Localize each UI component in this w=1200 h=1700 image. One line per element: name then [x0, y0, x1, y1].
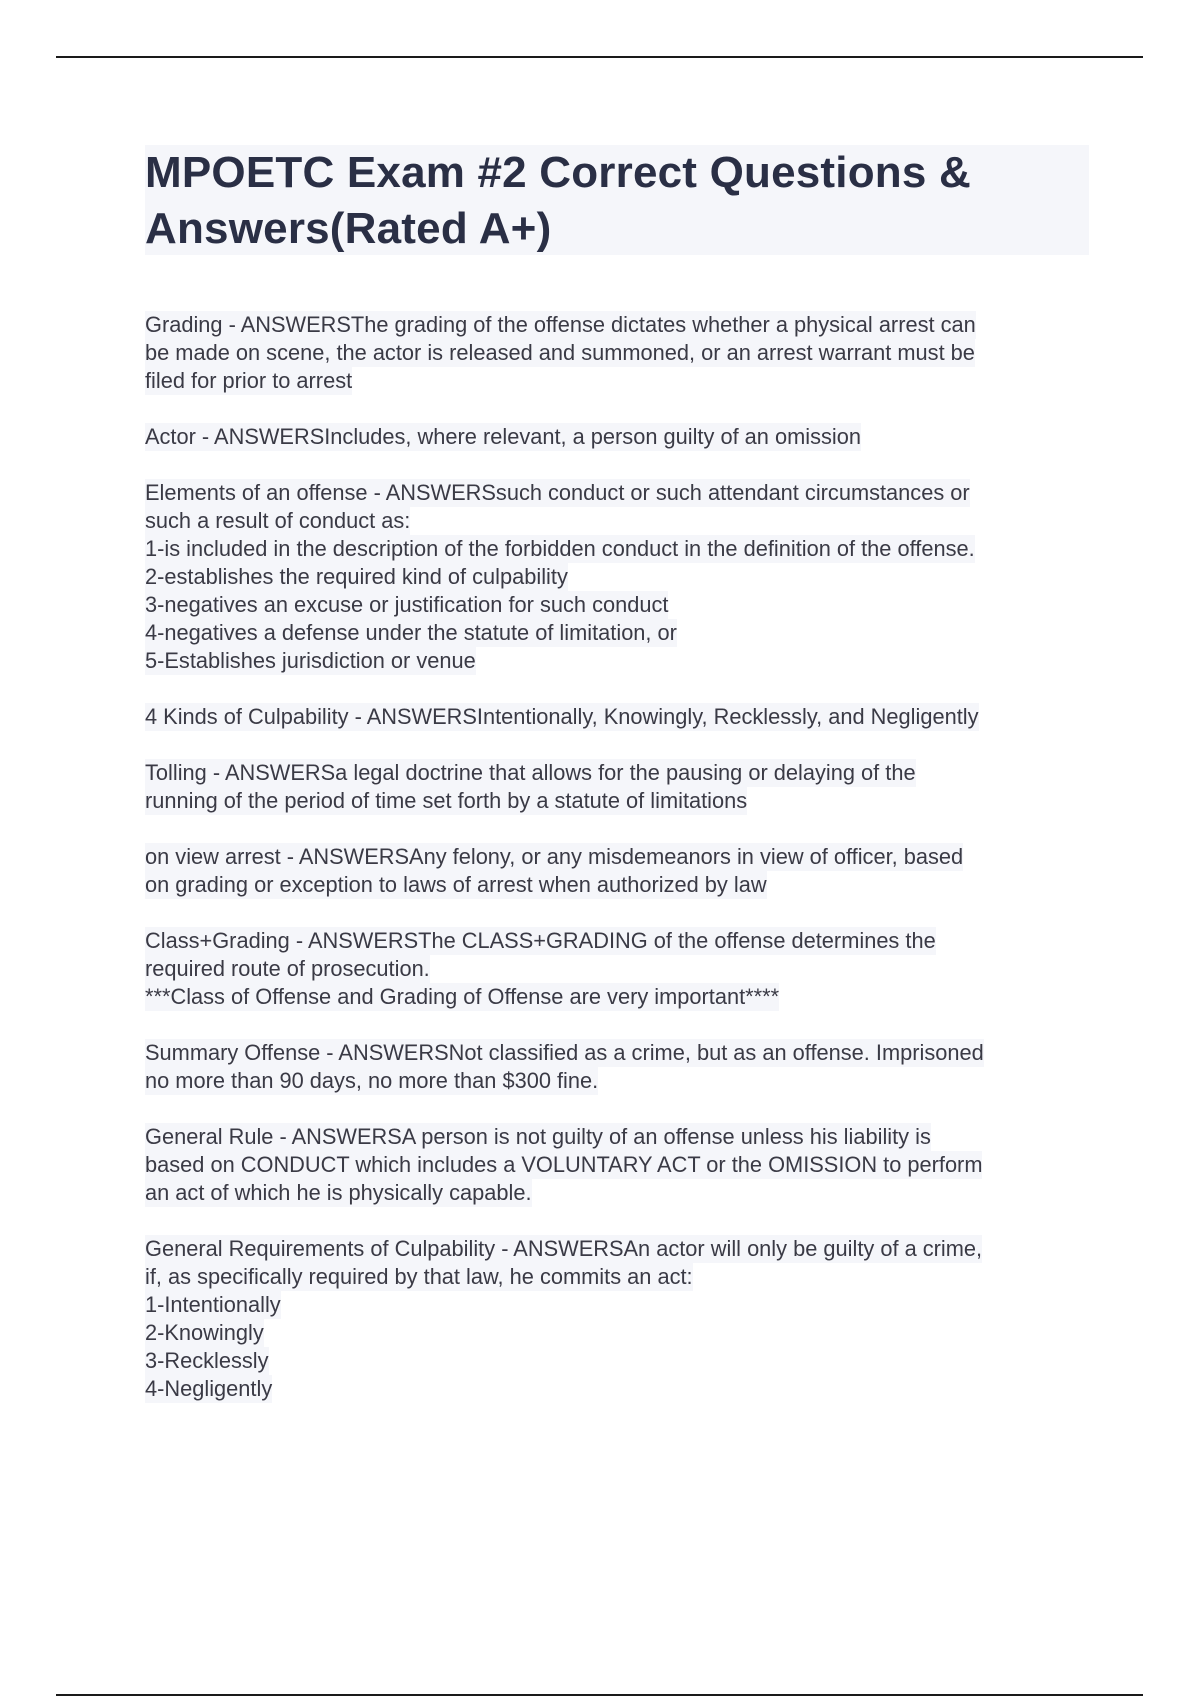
qa-entry-line: 4-negatives a defense under the statute of limitation, or [145, 620, 677, 645]
qa-entry-line: 1-is included in the description of the forbidden conduct in the definition of the offense. [145, 536, 975, 561]
qa-entry-line: 2-establishes the required kind of culpability [145, 564, 568, 589]
qa-entry-line: 3-negatives an excuse or justification for such conduct [145, 592, 669, 617]
qa-entry-line: on grading or exception to laws of arrest when authorized by law [145, 872, 767, 897]
qa-entry-line: Actor - ANSWERSIncludes, where relevant, a person guilty of an omission [145, 424, 861, 449]
qa-entry-line: 2-Knowingly [145, 1320, 264, 1345]
qa-entry [145, 1123, 1089, 1207]
qa-entry-line: based on CONDUCT which includes a VOLUNTARY ACT or the OMISSION to perform [145, 1152, 983, 1177]
qa-entry-line: Tolling - ANSWERSa legal doctrine that allows for the pausing or delaying of the [145, 760, 916, 785]
qa-entry-line: required route of prosecution. [145, 956, 430, 981]
top-rule [56, 56, 1143, 58]
qa-entry-line: on view arrest - ANSWERSAny felony, or any misdemeanors in view of officer, based [145, 844, 964, 869]
qa-entry-line: no more than 90 days, no more than $300 fine. [145, 1068, 599, 1093]
qa-entry-line: running of the period of time set forth by a statute of limitations [145, 788, 748, 813]
qa-entry [145, 1039, 1089, 1095]
title-line-1: MPOETC Exam #2 Correct Questions & [145, 148, 971, 197]
qa-entry-line: be made on scene, the actor is released and summoned, or an arrest warrant must be [145, 340, 975, 365]
qa-entry-line: such a result of conduct as: [145, 508, 411, 533]
qa-entry-line: if, as specifically required by that law, he commits an act: [145, 1264, 693, 1289]
qa-entry-line: 3-Recklessly [145, 1348, 269, 1373]
qa-entry-line: 5-Establishes jurisdiction or venue [145, 648, 476, 673]
qa-entry-line: 4-Negligently [145, 1376, 273, 1401]
qa-entry [145, 703, 1089, 731]
page-title [145, 145, 1089, 257]
qa-entry [145, 479, 1089, 675]
qa-entry-line: ***Class of Offense and Grading of Offense are very important**** [145, 984, 780, 1009]
qa-entry-line: 1-Intentionally [145, 1292, 281, 1317]
title-block [145, 145, 1089, 255]
qa-entry-line: filed for prior to arrest [145, 368, 353, 393]
qa-entry-line: Grading - ANSWERSThe grading of the offense dictates whether a physical arrest can [145, 312, 976, 337]
qa-list [145, 311, 1089, 1431]
qa-entry-line: 4 Kinds of Culpability - ANSWERSIntentionally, Knowingly, Recklessly, and Negligently [145, 704, 979, 729]
qa-entry [145, 843, 1089, 899]
qa-entry [145, 1235, 1089, 1403]
qa-entry-line: General Rule - ANSWERSA person is not guilty of an offense unless his liability is [145, 1124, 931, 1149]
qa-entry [145, 423, 1089, 451]
qa-entry [145, 311, 1089, 395]
qa-entry-line: Summary Offense - ANSWERSNot classified as a crime, but as an offense. Imprisoned [145, 1040, 984, 1065]
qa-entry [145, 759, 1089, 815]
qa-entry-line: Elements of an offense - ANSWERSsuch conduct or such attendant circumstances or [145, 480, 970, 505]
qa-entry-line: Class+Grading - ANSWERSThe CLASS+GRADING of the offense determines the [145, 928, 936, 953]
bottom-rule [56, 1694, 1143, 1696]
title-line-2: Answers(Rated A+) [145, 204, 552, 253]
qa-entry-line: an act of which he is physically capable. [145, 1180, 532, 1205]
qa-entry-line: General Requirements of Culpability - ANSWERSAn actor will only be guilty of a crime, [145, 1236, 983, 1261]
qa-entry [145, 927, 1089, 1011]
